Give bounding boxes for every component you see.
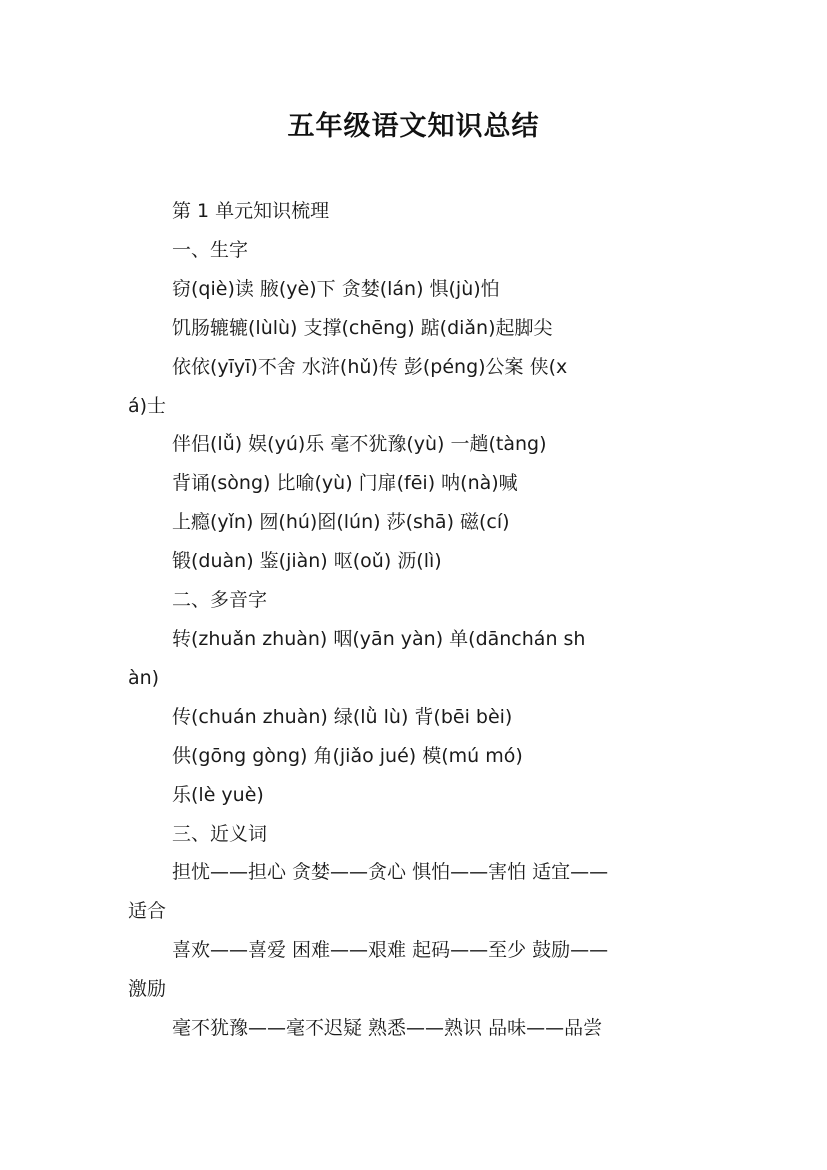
text-line: 背诵(sòng) 比喻(yù) 门扉(fēi) 呐(nà)喊 [172,472,518,495]
text-line: 供(gōng gòng) 角(jiǎo jué) 模(mú mó) [172,744,523,767]
text-line: 喜欢——喜爱 困难——艰难 起码——至少 鼓励—— [172,939,609,962]
document-body [128,192,704,1048]
text-line: 三、近义词 [172,822,268,845]
text-line: 毫不犹豫——毫不迟疑 熟悉——熟识 品味——品尝 [172,1017,603,1040]
text-line: 锻(duàn) 鉴(jiàn) 呕(oǔ) 沥(lì) [172,550,442,573]
text-line: 乐(lè yuè) [172,783,264,806]
text-line: 适合 [128,900,167,923]
text-line: 担忧——担心 贪婪——贪心 惧怕——害怕 适宜—— [172,861,609,884]
text-line: àn) [128,666,160,689]
text-line: 转(zhuǎn zhuàn) 咽(yān yàn) 单(dānchán sh [172,627,586,650]
document-title: 五年级语文知识总结 [287,111,540,142]
text-line: 二、多音字 [172,589,268,612]
text-line: 饥肠辘辘(lùlù) 支撑(chēng) 踮(diǎn)起脚尖 [172,316,553,339]
text-line: 伴侣(lǚ) 娱(yú)乐 毫不犹豫(yù) 一趟(tàng) [172,433,547,456]
text-line: 一、生字 [172,238,249,261]
text-line: 依依(yīyī)不舍 水浒(hǔ)传 彭(péng)公案 侠(x [172,355,568,378]
text-line: 传(chuán zhuàn) 绿(lǜ lù) 背(bēi bèi) [172,705,513,728]
text-line: 第 1 单元知识梳理 [172,200,330,222]
text-line: á)士 [128,394,167,417]
text-line: 窃(qiè)读 腋(yè)下 贪婪(lán) 惧(jù)怕 [172,277,500,300]
text-line: 激励 [128,978,167,1001]
text-line: 上瘾(yǐn) 囫(hú)囵(lún) 莎(shā) 磁(cí) [172,511,510,534]
